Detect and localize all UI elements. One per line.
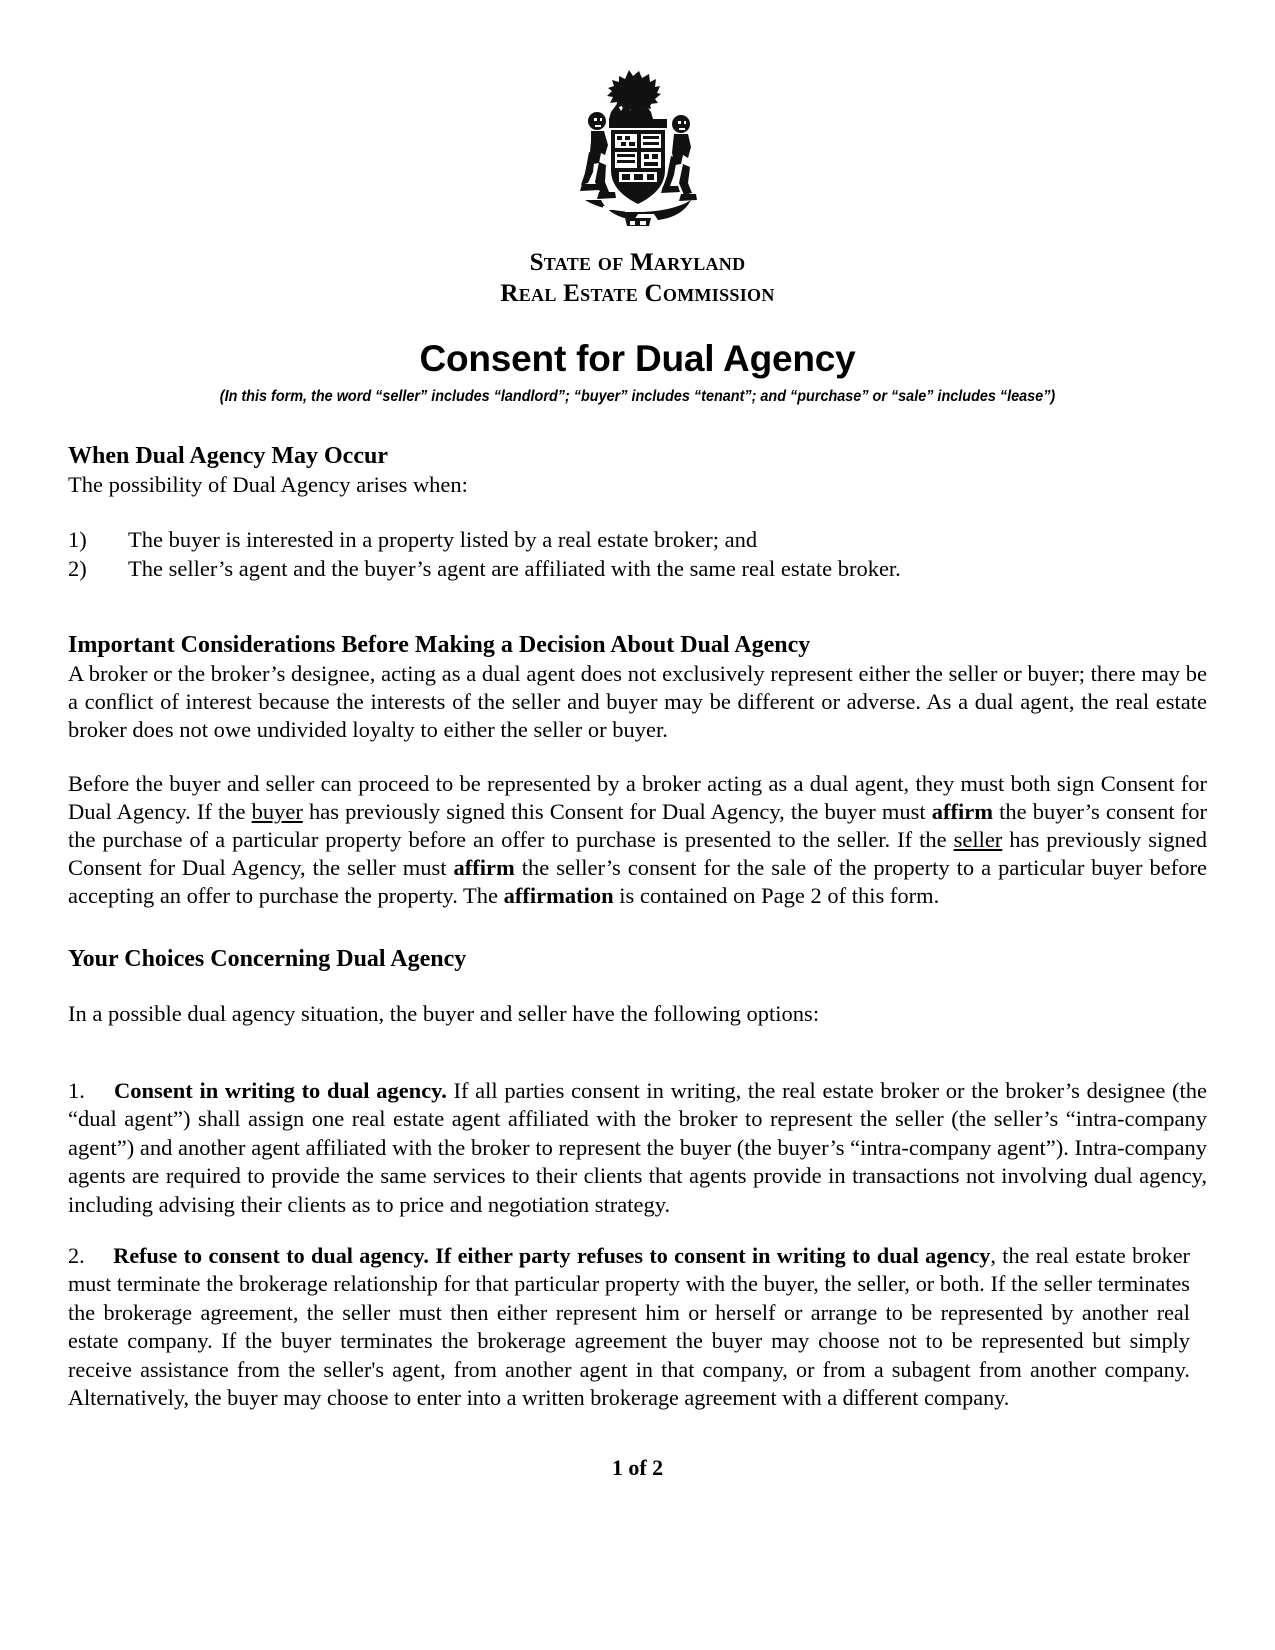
underlined-seller-1: seller bbox=[953, 827, 1003, 852]
list-item bbox=[68, 554, 1207, 583]
agency-line-state: State of Maryland bbox=[529, 249, 746, 276]
list-item-marker: 1) bbox=[68, 527, 87, 552]
choice-2-number: 2. bbox=[68, 1242, 85, 1268]
bold-affirm-1: affirm bbox=[931, 799, 993, 824]
your-choices-intro: In a possible dual agency situation, the buyer and seller have the following options: bbox=[68, 1001, 820, 1026]
seal-container bbox=[68, 0, 1207, 165]
list-item-text: The buyer is interested in a property listed by a real estate broker; and bbox=[128, 527, 758, 552]
maryland-state-seal-icon bbox=[563, 66, 713, 226]
list-item-marker: 2) bbox=[68, 556, 87, 581]
important-considerations-paragraph-2 bbox=[68, 770, 1207, 910]
heading-important-considerations: Important Considerations Before Making a Decision About Dual Agency bbox=[68, 632, 811, 658]
choice-1-number: 1. bbox=[68, 1077, 85, 1103]
list-item bbox=[68, 525, 1207, 554]
important-considerations-paragraph-1: A broker or the broker’s designee, acting as a dual agent does not exclusively represent either the seller or buyer; there may be a conflict of interest because the interests of the seller and buyer may be different or adverse. As a dual agent, the real estate broker does not owe undivided loyalty to either the seller or buyer. bbox=[68, 661, 1207, 742]
page-subtitle: (In this form, the word “seller” includes “landlord”; “buyer” includes “tenant”; and “purchase” or “sale” includes “lease”) bbox=[219, 388, 1056, 405]
para2-text-5: the seller’s consent for the sale of the property to a particular buyer before accepting an offer to purchase the property. The bbox=[68, 855, 1207, 908]
para2-text-6: is contained on Page 2 of this form. bbox=[613, 883, 940, 908]
para2-text-4: has previously signed Consent for Dual Agency, the seller must bbox=[68, 827, 1207, 880]
choice-2-bold-lead: Refuse to consent to dual agency. If either party refuses to consent in writing to dual agency bbox=[113, 1242, 991, 1268]
para2-text-1: Before the buyer and seller can proceed to be represented by a broker acting as a dual agent, they must both sign Consent for Dual Agency. If the bbox=[68, 771, 1207, 824]
agency-line-commission: Real Estate Commission bbox=[500, 280, 775, 307]
choice-option-1 bbox=[68, 1077, 1207, 1220]
when-dual-agency-list bbox=[68, 525, 1207, 583]
list-item-text: The seller’s agent and the buyer’s agent are affiliated with the same real estate broker. bbox=[128, 556, 901, 581]
bold-affirm-2: affirm bbox=[453, 855, 515, 880]
agency-name bbox=[68, 247, 1207, 309]
document-body bbox=[68, 441, 1207, 1413]
bold-affirmation: affirmation bbox=[503, 883, 614, 908]
heading-your-choices: Your Choices Concerning Dual Agency bbox=[68, 946, 467, 972]
para2-text-2: has previously signed this Consent for Dual Agency, the buyer must bbox=[302, 799, 932, 824]
choice-1-bold-lead: Consent in writing to dual agency. bbox=[114, 1077, 447, 1103]
choice-2-text: , the real estate broker must terminate the brokerage relationship for that particular property with the buyer, the seller, or both. If the seller terminates the brokerage agreement, the seller must then either represent him or herself or arrange to be represented by another real estate company. If the buyer terminates the brokerage agreement the buyer may choose not to be represented but simply receive assistance from the seller's agent, from another agent in that company, or from a subagent from another company. Alternatively, the buyer may choose to enter into a written brokerage agreement with a different company. bbox=[68, 1242, 1190, 1410]
page-footer: 1 of 2 bbox=[611, 1455, 664, 1480]
choice-option-2 bbox=[68, 1242, 1190, 1413]
page-title: Consent for Dual Agency bbox=[419, 338, 856, 379]
when-dual-agency-intro: The possibility of Dual Agency arises when: bbox=[68, 472, 468, 497]
choice-1-text: If all parties consent in writing, the real estate broker or the broker’s designee (the “dual agent”) shall assign one real estate agent affiliated with the broker to represent the seller (the seller’s “intra-company agent”) and another agent affiliated with the broker to represent the buyer (the buyer’s “intra-company agent”). Intra-company agents are required to provide the same services to their clients that agents provide in transactions not involving dual agency, including advising their clients as to price and negotiation strategy. bbox=[68, 1077, 1207, 1217]
para2-text-3: the buyer’s consent for the purchase of a particular property before an offer to purchase is presented to the seller. If the bbox=[68, 799, 1207, 852]
underlined-buyer-1: buyer bbox=[251, 799, 303, 824]
heading-when-dual-agency-may-occur: When Dual Agency May Occur bbox=[68, 443, 388, 469]
